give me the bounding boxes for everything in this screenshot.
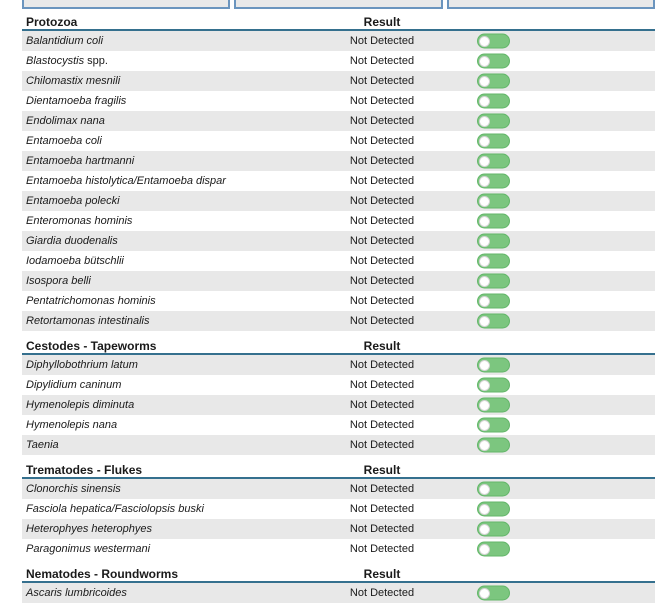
result-toggle[interactable] <box>477 502 510 517</box>
result-value: Not Detected <box>349 35 415 47</box>
organism-row <box>22 171 655 191</box>
organism-name: Chilomastix mesnili <box>26 75 121 87</box>
toggle-knob <box>479 36 490 47</box>
organism-name: Hymenolepis diminuta <box>26 399 135 411</box>
organism-name: Balantidium coli <box>26 35 104 47</box>
organism-name-cell <box>26 479 121 499</box>
section-header <box>22 461 655 479</box>
toggle-knob <box>479 400 490 411</box>
result-toggle[interactable] <box>477 418 510 433</box>
toggle-knob <box>479 380 490 391</box>
organism-row <box>22 499 655 519</box>
toggle-knob <box>479 360 490 371</box>
organism-name-cell <box>26 415 117 435</box>
organism-row <box>22 519 655 539</box>
organism-name-cell <box>26 111 105 131</box>
result-toggle[interactable] <box>477 114 510 129</box>
organism-name-cell <box>26 91 126 111</box>
organism-name-cell <box>26 151 134 171</box>
organism-name-cell <box>26 583 127 603</box>
toggle-knob <box>479 276 490 287</box>
section-3 <box>22 461 655 559</box>
result-toggle[interactable] <box>477 214 510 229</box>
section-header <box>22 337 655 355</box>
result-toggle[interactable] <box>477 134 510 149</box>
section-2 <box>22 337 655 455</box>
organism-name: Pentatrichomonas hominis <box>26 295 156 307</box>
result-toggle[interactable] <box>477 378 510 393</box>
section-4 <box>22 565 655 603</box>
result-value: Not Detected <box>349 135 415 147</box>
organism-name-cell <box>26 375 121 395</box>
toggle-knob <box>479 588 490 599</box>
top-tab-2[interactable] <box>234 0 442 9</box>
result-toggle[interactable] <box>477 542 510 557</box>
organism-name: Entamoeba polecki <box>26 195 120 207</box>
toggle-knob <box>479 504 490 515</box>
organism-name-suffix: spp. <box>84 55 108 67</box>
organism-name-cell <box>26 291 156 311</box>
toggle-knob <box>479 544 490 555</box>
organism-name-cell <box>26 435 59 455</box>
toggle-knob <box>479 216 490 227</box>
result-toggle[interactable] <box>477 34 510 49</box>
toggle-knob <box>479 420 490 431</box>
result-column-header: Result <box>363 15 401 29</box>
organism-name: Entamoeba coli <box>26 135 102 147</box>
result-value: Not Detected <box>349 503 415 515</box>
organism-name-cell <box>26 131 102 151</box>
organism-name: Retortamonas intestinalis <box>26 315 150 327</box>
organism-name-cell <box>26 51 108 71</box>
result-toggle[interactable] <box>477 234 510 249</box>
organism-row <box>22 291 655 311</box>
result-column-header: Result <box>363 339 401 353</box>
toggle-knob <box>479 196 490 207</box>
organism-name: Diphyllobothrium latum <box>26 359 138 371</box>
organism-name: Entamoeba histolytica/Entamoeba dispar <box>26 175 226 187</box>
results-table <box>22 13 655 603</box>
result-toggle[interactable] <box>477 314 510 329</box>
organism-row <box>22 151 655 171</box>
section-1 <box>22 13 655 331</box>
result-value: Not Detected <box>349 523 415 535</box>
organism-name: Dipylidium caninum <box>26 379 122 391</box>
organism-row <box>22 355 655 375</box>
result-value: Not Detected <box>349 195 415 207</box>
result-column-header: Result <box>363 567 401 581</box>
toggle-knob <box>479 56 490 67</box>
organism-name-cell <box>26 395 134 415</box>
toggle-knob <box>479 316 490 327</box>
toggle-knob <box>479 524 490 535</box>
organism-row <box>22 435 655 455</box>
organism-name-cell <box>26 499 204 519</box>
result-value: Not Detected <box>349 175 415 187</box>
organism-name: Isospora belli <box>26 275 91 287</box>
organism-row <box>22 131 655 151</box>
organism-row <box>22 111 655 131</box>
result-toggle[interactable] <box>477 398 510 413</box>
toggle-knob <box>479 296 490 307</box>
result-toggle[interactable] <box>477 438 510 453</box>
organism-row <box>22 395 655 415</box>
result-toggle[interactable] <box>477 522 510 537</box>
result-value: Not Detected <box>349 115 415 127</box>
result-value: Not Detected <box>349 439 415 451</box>
result-toggle[interactable] <box>477 194 510 209</box>
result-value: Not Detected <box>349 315 415 327</box>
organism-name: Hymenolepis nana <box>26 419 118 431</box>
result-toggle[interactable] <box>477 174 510 189</box>
organism-row <box>22 415 655 435</box>
organism-name: Clonorchis sinensis <box>26 483 121 495</box>
section-title: Trematodes - Flukes <box>26 463 143 477</box>
organism-name-cell <box>26 519 152 539</box>
organism-name-cell <box>26 231 118 251</box>
section-header <box>22 13 655 31</box>
result-toggle[interactable] <box>477 154 510 169</box>
result-value: Not Detected <box>349 359 415 371</box>
organism-name: Dientamoeba fragilis <box>26 95 127 107</box>
result-value: Not Detected <box>349 275 415 287</box>
result-value: Not Detected <box>349 399 415 411</box>
toggle-knob <box>479 156 490 167</box>
organism-row <box>22 375 655 395</box>
organism-row <box>22 31 655 51</box>
organism-name-cell <box>26 539 150 559</box>
result-value: Not Detected <box>349 483 415 495</box>
organism-name: Heterophyes heterophyes <box>26 523 152 535</box>
top-tab-1[interactable] <box>22 0 230 9</box>
organism-name-cell <box>26 171 226 191</box>
section-header <box>22 565 655 583</box>
organism-name-cell <box>26 191 120 211</box>
result-toggle[interactable] <box>477 482 510 497</box>
organism-row <box>22 251 655 271</box>
organism-name-cell <box>26 271 91 291</box>
toggle-knob <box>479 136 490 147</box>
organism-name: Blastocystis <box>26 55 85 67</box>
section-title: Protozoa <box>26 15 78 29</box>
result-value: Not Detected <box>349 55 415 67</box>
result-toggle[interactable] <box>477 294 510 309</box>
organism-name: Taenia <box>26 439 59 451</box>
organism-row <box>22 211 655 231</box>
toggle-knob <box>479 440 490 451</box>
organism-name-cell <box>26 355 138 375</box>
organism-row <box>22 271 655 291</box>
toggle-knob <box>479 76 490 87</box>
toggle-knob <box>479 96 490 107</box>
organism-name-cell <box>26 311 150 331</box>
organism-name-cell <box>26 31 103 51</box>
toggle-knob <box>479 116 490 127</box>
toggle-knob <box>479 256 490 267</box>
top-tabs <box>22 0 655 9</box>
organism-row <box>22 479 655 499</box>
toggle-knob <box>479 484 490 495</box>
organism-name-cell <box>26 211 132 231</box>
top-tab-3[interactable] <box>447 0 655 9</box>
organism-name: Endolimax nana <box>26 115 105 127</box>
result-toggle[interactable] <box>477 94 510 109</box>
result-value: Not Detected <box>349 75 415 87</box>
organism-name: Fasciola hepatica/Fasciolopsis buski <box>26 503 204 515</box>
organism-row <box>22 231 655 251</box>
organism-name-cell <box>26 71 120 91</box>
section-title: Nematodes - Roundworms <box>26 567 179 581</box>
organism-row <box>22 71 655 91</box>
result-value: Not Detected <box>349 379 415 391</box>
result-toggle[interactable] <box>477 586 510 601</box>
organism-row <box>22 583 655 603</box>
result-column-header: Result <box>363 463 401 477</box>
result-value: Not Detected <box>349 543 415 555</box>
organism-name: Iodamoeba bütschlii <box>26 255 124 267</box>
organism-name: Entamoeba hartmanni <box>26 155 135 167</box>
organism-name: Enteromonas hominis <box>26 215 133 227</box>
section-title: Cestodes - Tapeworms <box>26 339 157 353</box>
result-toggle[interactable] <box>477 254 510 269</box>
result-value: Not Detected <box>349 95 415 107</box>
organism-name: Paragonimus westermani <box>26 543 151 555</box>
result-toggle[interactable] <box>477 74 510 89</box>
toggle-knob <box>479 176 490 187</box>
result-toggle[interactable] <box>477 54 510 69</box>
organism-name: Ascaris lumbricoides <box>26 587 127 599</box>
result-value: Not Detected <box>349 255 415 267</box>
result-value: Not Detected <box>349 215 415 227</box>
organism-name: Giardia duodenalis <box>26 235 118 247</box>
toggle-knob <box>479 236 490 247</box>
organism-row <box>22 311 655 331</box>
result-value: Not Detected <box>349 587 415 599</box>
organism-name-cell <box>26 251 124 271</box>
organism-row <box>22 91 655 111</box>
organism-row <box>22 191 655 211</box>
result-toggle[interactable] <box>477 358 510 373</box>
result-value: Not Detected <box>349 295 415 307</box>
result-value: Not Detected <box>349 419 415 431</box>
result-value: Not Detected <box>349 235 415 247</box>
organism-row <box>22 51 655 71</box>
organism-row <box>22 539 655 559</box>
result-value: Not Detected <box>349 155 415 167</box>
result-toggle[interactable] <box>477 274 510 289</box>
